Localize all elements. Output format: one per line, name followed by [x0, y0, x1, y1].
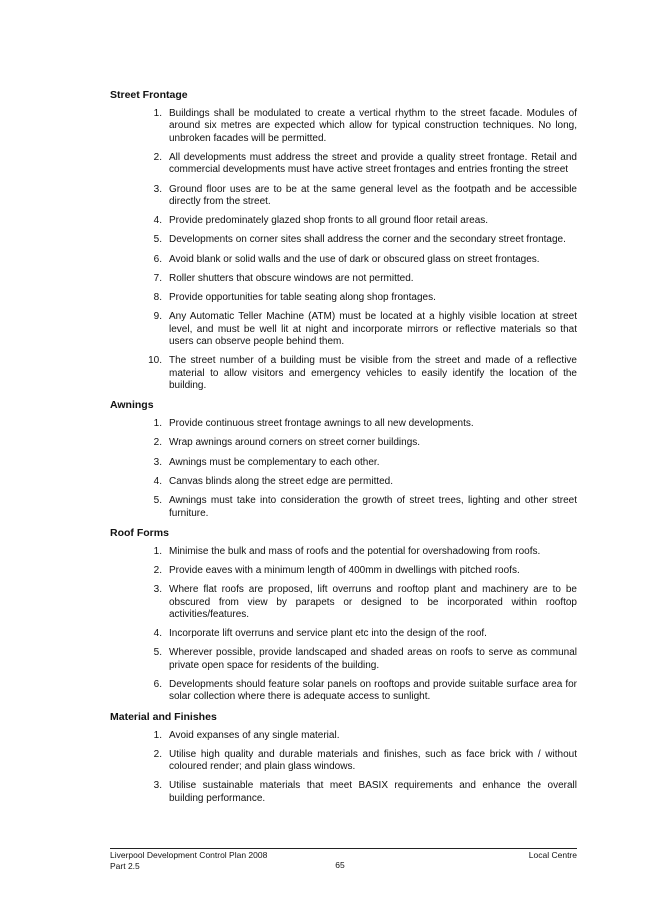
list-item	[110, 647, 577, 672]
list-item-number: 1.	[153, 729, 162, 741]
section-heading: Roof Forms	[110, 526, 169, 539]
list-item-text: Avoid blank or solid walls and the use of dark or obscured glass on street frontages.	[169, 253, 540, 265]
list-item-number: 5.	[153, 234, 162, 246]
list-item	[110, 418, 577, 430]
section-heading: Street Frontage	[110, 89, 188, 101]
list-item	[110, 565, 577, 577]
list-item	[110, 546, 577, 558]
list-item-number: 8.	[153, 292, 162, 304]
list-item-text: Utilise sustainable materials that meet BASIX requirements and enhance the overall building performance.	[169, 780, 577, 804]
list-item-number: 10.	[148, 355, 162, 367]
list-item-number: 2.	[153, 152, 162, 164]
list-item	[110, 457, 577, 469]
list-item	[110, 273, 577, 285]
list-item-number: 7.	[153, 272, 162, 284]
list-item-number: 2.	[153, 437, 162, 449]
list-item-text: Developments on corner sites shall address the corner and the secondary street frontage.	[169, 234, 566, 246]
list-item	[110, 495, 577, 520]
list-item-number: 2.	[153, 748, 162, 760]
list-item-text: All developments must address the street and provide a quality street frontage. Retail and commercial developments must have active street frontages and entries fronting the street	[169, 152, 577, 176]
list-item-text: Utilise high quality and durable materials and finishes, such as face brick with / without coloured render; and plain glass windows.	[169, 748, 577, 773]
list-item	[110, 584, 577, 621]
numbered-list	[110, 108, 577, 392]
list-item-number: 1.	[153, 418, 162, 430]
footer-divider	[110, 848, 577, 849]
list-item-number: 9.	[153, 311, 162, 323]
footer-section-name: Local Centre	[528, 850, 577, 860]
list-item-text: Avoid expanses of any single material.	[169, 729, 340, 741]
list-item-text: Canvas blinds along the street edge are permitted.	[169, 475, 394, 487]
list-item	[110, 780, 577, 805]
list-item-text: Provide eaves with a minimum length of 400mm in dwellings with pitched roofs.	[169, 564, 520, 576]
list-item-text: Ground floor uses are to be at the same general level as the footpath and be accessible directly from the street.	[169, 183, 577, 208]
list-item-number: 3.	[153, 780, 162, 792]
list-item-text: The street number of a building must be visible from the street and made of a reflective material to allow visitors and emergency vehicles to easily identify the location of the building.	[169, 355, 577, 392]
list-item	[110, 108, 577, 145]
list-item	[110, 437, 577, 449]
list-item-text: Minimise the bulk and mass of roofs and the potential for overshadowing from roofs.	[169, 545, 541, 557]
list-item-text: Provide predominately glazed shop fronts to all ground floor retail areas.	[169, 215, 489, 227]
list-item-text: Where flat roofs are proposed, lift overruns and rooftop plant and machinery are to be obscured from view by parapets or designed to be incorporated within rooftop activities/features.	[169, 584, 577, 620]
section-heading: Material and Finishes	[110, 710, 217, 723]
list-item	[110, 476, 577, 488]
list-item	[110, 292, 577, 304]
list-item-text: Wherever possible, provide landscaped and shaded areas on roofs to serve as communal private open space for residents of the building.	[169, 647, 577, 671]
list-item-number: 5.	[153, 647, 162, 659]
list-item-number: 2.	[153, 564, 162, 576]
list-item-text: Incorporate lift overruns and service plant etc into the design of the roof.	[169, 628, 487, 640]
list-item-number: 4.	[153, 215, 162, 227]
section-heading: Awnings	[110, 399, 154, 412]
list-item-text: Roller shutters that obscure windows are not permitted.	[169, 272, 414, 284]
footer-document-title: Liverpool Development Control Plan 2008	[110, 850, 268, 860]
numbered-list	[110, 418, 577, 520]
page-number: 65	[335, 860, 345, 870]
list-item-text: Any Automatic Teller Machine (ATM) must be located at a highly visible location at street level, and must be well lit at night and incorporate mirrors or reflective materials so that users can observe people behind them.	[169, 311, 577, 348]
numbered-list	[110, 546, 577, 704]
list-item	[110, 355, 577, 392]
numbered-list	[110, 730, 577, 806]
list-item-text: Awnings must take into consideration the growth of street trees, lighting and other street furniture.	[169, 495, 577, 519]
list-item-text: Developments should feature solar panels on rooftops and provide suitable surface area for solar collection where there is adequate access to sunlight.	[169, 678, 577, 703]
list-item	[110, 730, 577, 742]
footer-left	[110, 850, 267, 871]
list-item	[110, 749, 577, 774]
list-item-number: 3.	[153, 183, 162, 195]
list-item-number: 5.	[153, 495, 162, 507]
list-item	[110, 234, 577, 246]
list-item-text: Provide continuous street frontage awnings to all new developments.	[169, 418, 474, 430]
list-item-number: 3.	[153, 584, 162, 596]
document-body	[110, 89, 577, 812]
list-item-text: Awnings must be complementary to each other.	[169, 456, 380, 468]
list-item-number: 1.	[153, 545, 162, 557]
list-item-number: 4.	[153, 628, 162, 640]
footer-part: Part 2.5	[110, 860, 140, 871]
list-item	[110, 679, 577, 704]
list-item-number: 6.	[153, 253, 162, 265]
list-item-number: 1.	[153, 108, 162, 119]
list-item	[110, 215, 577, 227]
list-item-text: Wrap awnings around corners on street corner buildings.	[169, 437, 421, 449]
list-item	[110, 311, 577, 348]
list-item	[110, 628, 577, 640]
list-item-number: 3.	[153, 456, 162, 468]
list-item-number: 4.	[153, 475, 162, 487]
list-item	[110, 184, 577, 209]
list-item	[110, 152, 577, 177]
list-item	[110, 254, 577, 266]
list-item-text: Buildings shall be modulated to create a vertical rhythm to the street facade. Modules of around six metres are expected which allow for typical construction techniques. No long, unbroken facades will be permitted.	[169, 108, 577, 144]
list-item-text: Provide opportunities for table seating along shop frontages.	[169, 292, 436, 304]
list-item-number: 6.	[153, 678, 162, 690]
